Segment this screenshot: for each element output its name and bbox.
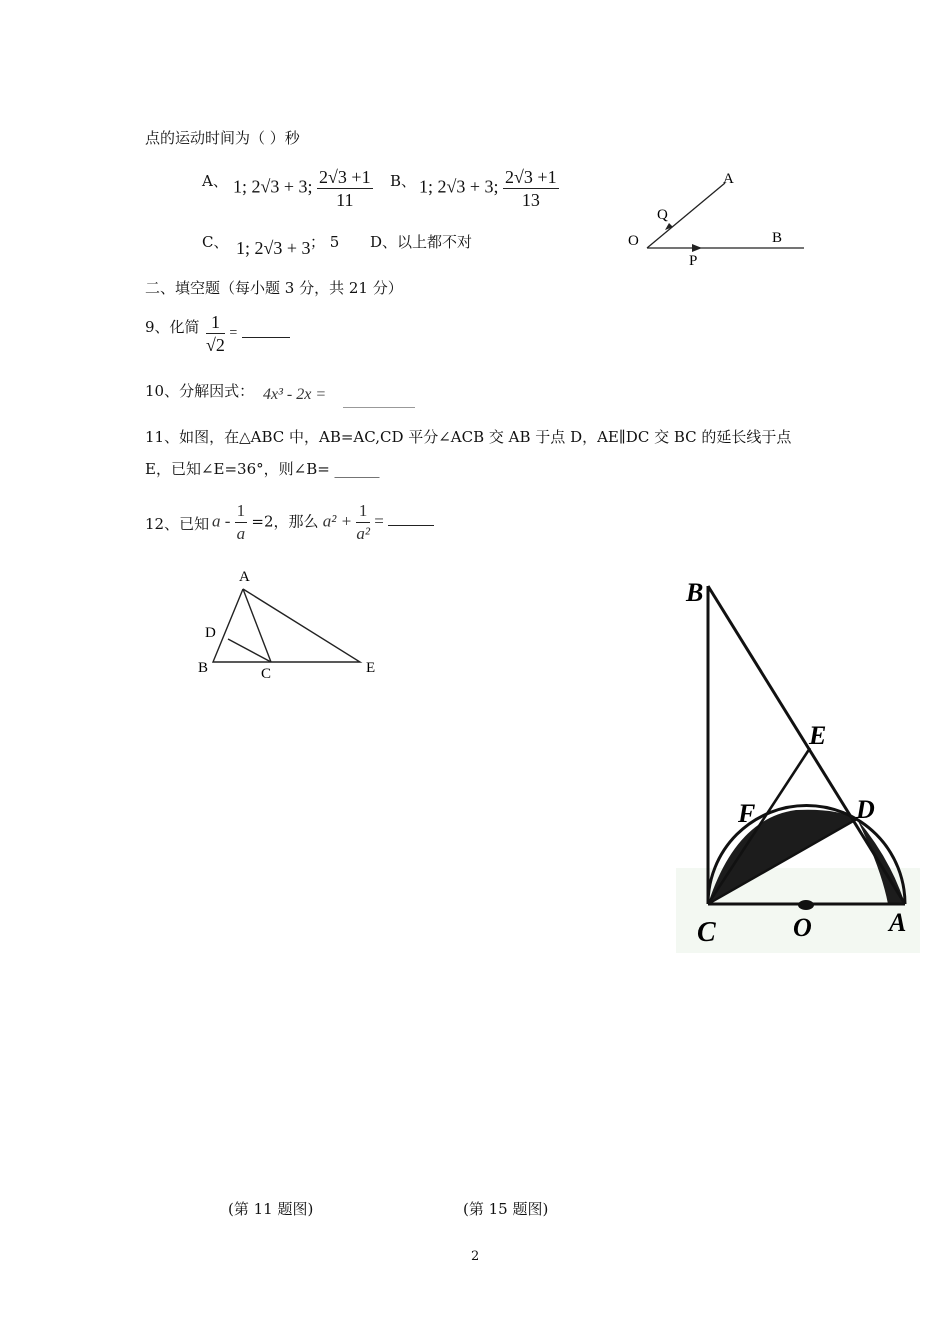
caption-figure-11: (第 11 题图) [228, 1200, 314, 1218]
label-b: B [772, 230, 783, 246]
q12-label: 12、已知 [145, 515, 210, 533]
fig11-label-b: B [198, 660, 209, 676]
label-q: Q [657, 207, 668, 223]
fig15-label-o: O [793, 913, 812, 942]
q9-label: 9、化简 [145, 318, 200, 336]
q9-equals: = [229, 325, 238, 341]
section-heading: 二、填空题（每小题 3 分，共 21 分） [145, 279, 403, 297]
center-point-o [798, 900, 814, 910]
q8-option-a [233, 166, 373, 211]
q8-option-b-frac-den: 13 [521, 190, 540, 210]
fig15-label-e: E [809, 721, 827, 750]
q12-equals: = [374, 511, 384, 531]
q12-mid: =2，那么 [251, 512, 319, 531]
q12-fraction-1 [235, 500, 248, 545]
q8-option-a-label: A、 [202, 172, 228, 190]
triangle-abe [213, 589, 360, 662]
q8-option-d: D、以上都不对 [370, 233, 473, 251]
q11-line-1: 11、如图，在△ABC 中，AB=AC,CD 平分∠ACB 交 AB 于点 D，AE∥DC 交 BC 的延长线于点 [145, 428, 792, 446]
q12-answer-blank [388, 525, 434, 526]
q12-frac2-den: a² [356, 524, 370, 543]
q8-option-a-expr: 1; 2√3 + 3; [233, 176, 313, 197]
q9-fraction [206, 311, 225, 356]
q8-option-a-fraction [317, 166, 373, 211]
q12-frac2-num: 1 [356, 500, 370, 523]
q12-frac1-den: a [236, 524, 246, 543]
q12-frac1-num: 1 [235, 500, 248, 523]
label-a: A [723, 171, 734, 187]
q11-line-2: E，已知∠E=36°，则∠B= ______ [145, 460, 380, 478]
q8-option-b-frac-num: 2√3 +1 [505, 167, 557, 187]
q8-option-c-tail: ； 5 [310, 233, 340, 251]
fig15-label-c: C [697, 917, 716, 948]
q9-frac-den: √2 [206, 335, 225, 355]
q9-frac-num: 1 [206, 311, 225, 334]
q12-expr-1: a - [212, 511, 231, 531]
q12-fraction-2 [356, 500, 370, 545]
fig11-label-c: C [261, 666, 272, 682]
fig15-label-a: A [889, 908, 907, 937]
q10-answer-blank [343, 407, 415, 408]
figure-11 [190, 562, 390, 687]
q8-option-c-expr: 1; 2√3 + 3 [236, 238, 311, 258]
fig11-label-a: A [239, 569, 250, 585]
fig15-label-f: F [738, 799, 756, 828]
q10-label: 10、分解因式： [145, 382, 255, 400]
q8-tail: 点的运动时间为（ ）秒 [145, 129, 300, 147]
q8-option-b-label: B、 [390, 172, 417, 190]
segment-dc [228, 639, 271, 662]
arrow-p-icon [692, 244, 702, 252]
q9-expression [206, 311, 290, 356]
q8-option-a-frac-num: 2√3 +1 [319, 167, 371, 187]
q12-expression [212, 500, 434, 545]
figure-15 [676, 568, 920, 953]
fig15-label-d: D [856, 795, 875, 824]
label-p: P [689, 253, 698, 269]
q8-option-b-fraction [503, 166, 559, 211]
fig11-label-e: E [366, 660, 376, 676]
segment-ac [243, 589, 271, 662]
q8-option-b-expr: 1; 2√3 + 3; [419, 176, 499, 197]
page-number: 2 [471, 1249, 480, 1264]
q12-expr-2: a² + [322, 511, 353, 531]
label-o: O [628, 233, 639, 249]
q8-option-c-label: C、 [202, 233, 229, 251]
q8-option-b [419, 166, 559, 211]
q8-option-a-frac-den: 11 [336, 190, 354, 210]
q10-expression: 4x³ - 2x = [263, 386, 327, 403]
fig15-label-b: B [686, 578, 704, 607]
q8-angle-figure [620, 160, 820, 270]
fig11-label-d: D [205, 625, 216, 641]
q9-answer-blank [242, 337, 290, 338]
caption-figure-15: (第 15 题图) [463, 1200, 549, 1218]
